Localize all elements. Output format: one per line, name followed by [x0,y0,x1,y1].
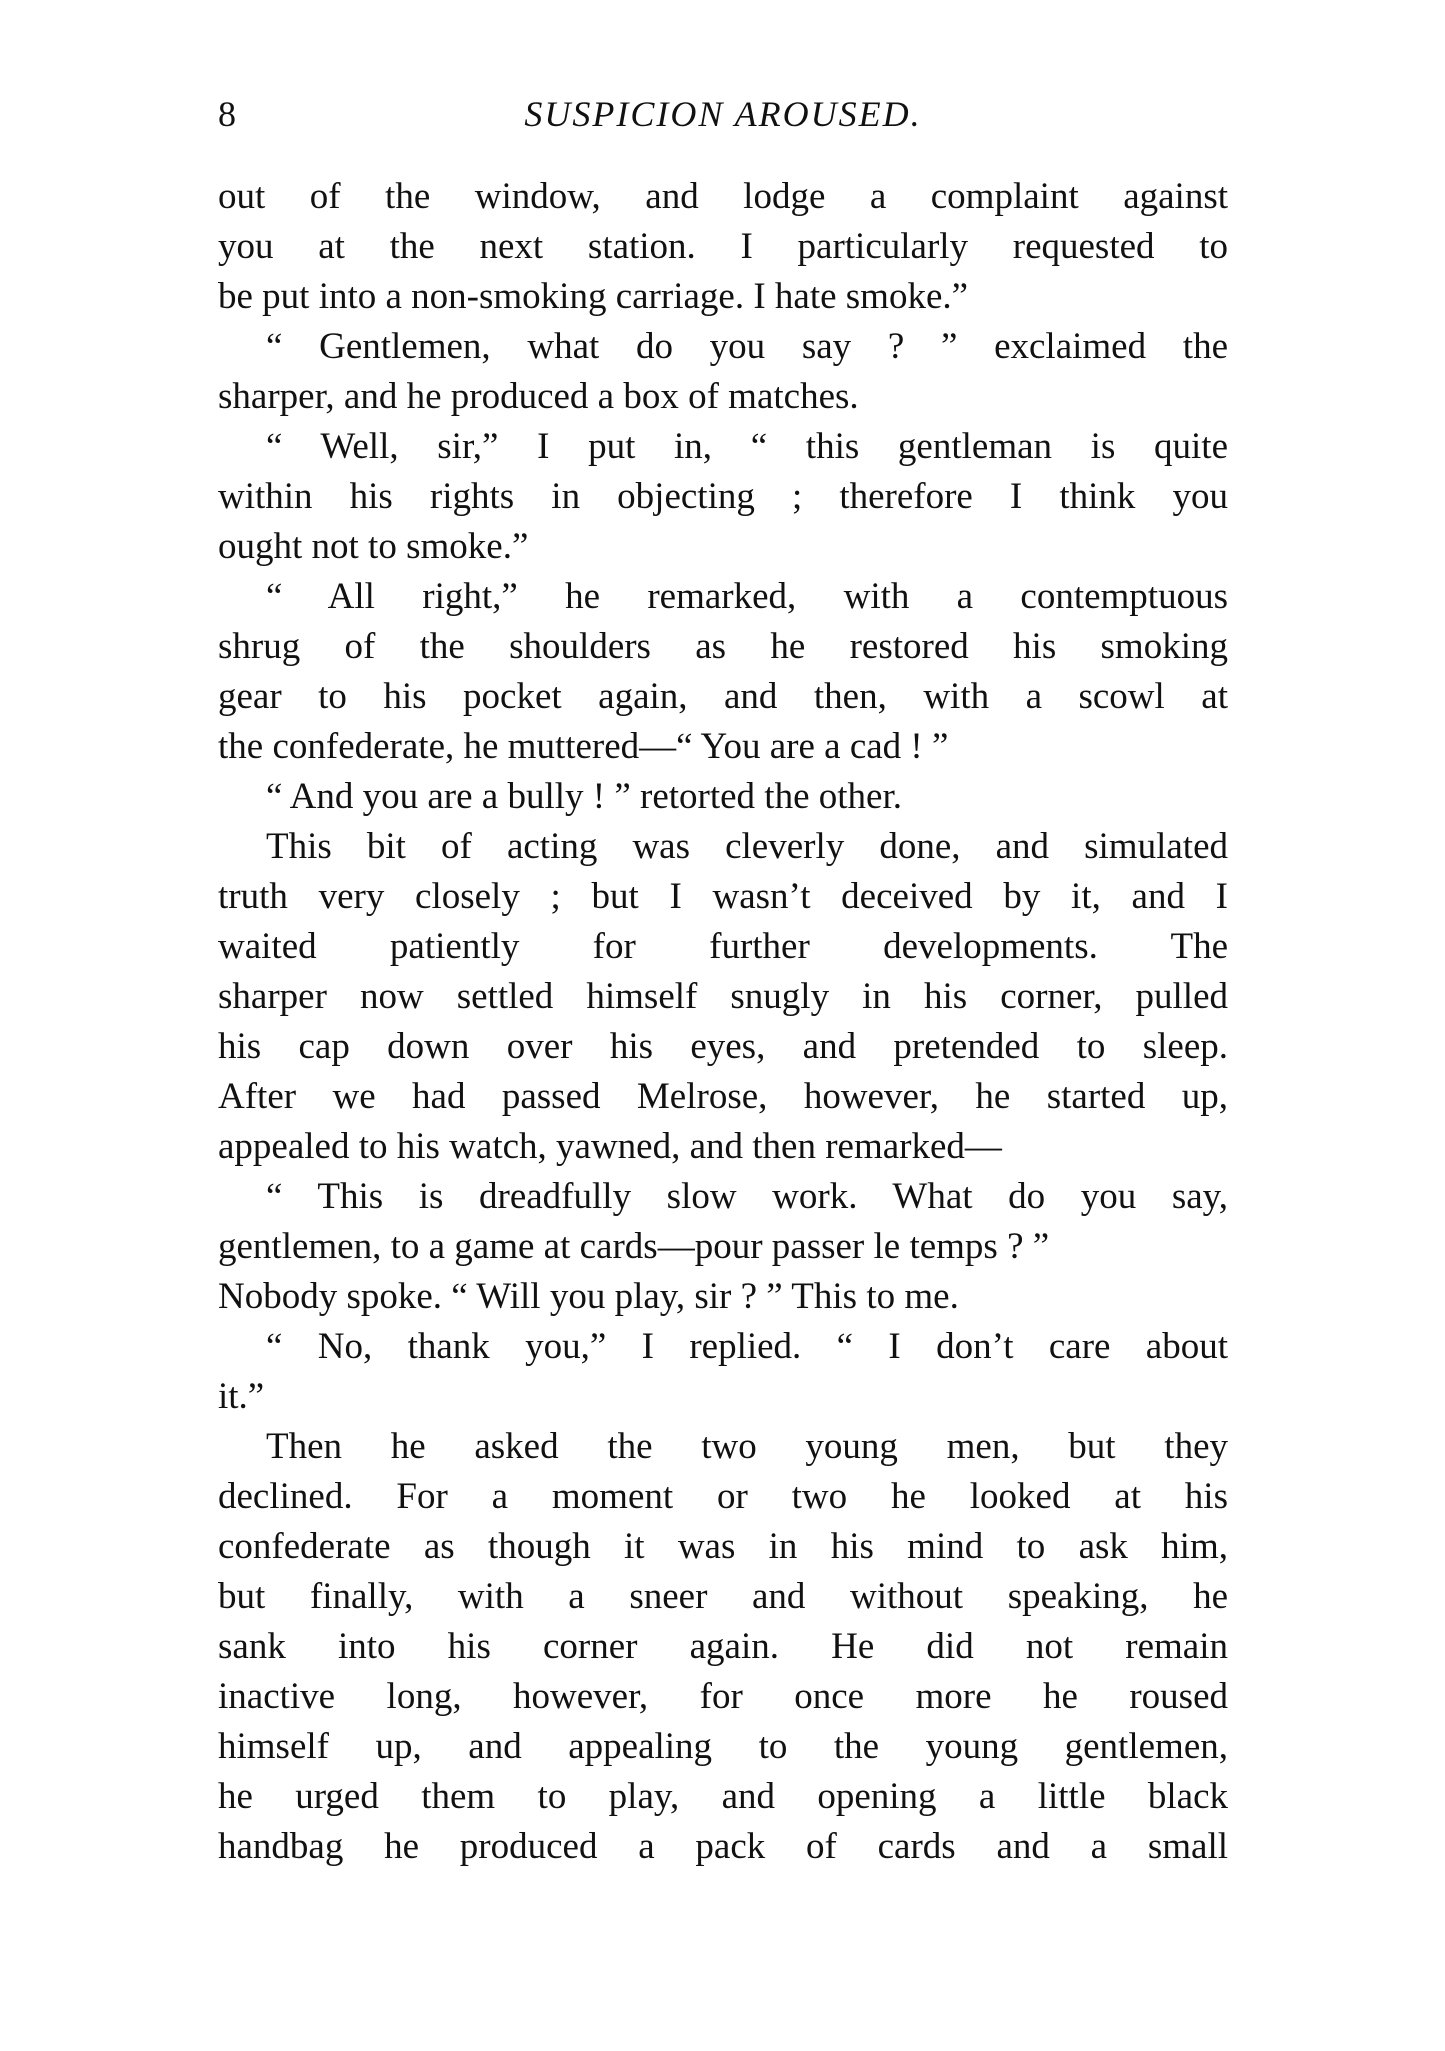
text-line: within his rights in objecting ; therefore I think you [218,476,1228,517]
text-line: gear to his pocket again, and then, with a scowl at [218,676,1228,717]
text-line: you at the next station. I particularly requested to [218,226,1228,267]
text-line: inactive long, however, for once more he roused [218,1676,1228,1717]
text-line: “ And you are a bully ! ” retorted the other. [266,776,902,817]
page-number: 8 [218,94,236,134]
text-line: but finally, with a sneer and without speaking, he [218,1576,1228,1617]
text-line: sharper, and he produced a box of matches. [218,376,859,417]
text-line: “ Gentlemen, what do you say ? ” exclaimed the [266,326,1228,367]
text-line: ought not to smoke.” [218,526,529,567]
text-line: himself up, and appealing to the young gentlemen, [218,1726,1228,1767]
page-header [218,92,1228,142]
text-line: it.” [218,1376,265,1417]
body-text [218,172,1228,1872]
text-line: his cap down over his eyes, and pretended to sleep. [218,1026,1228,1067]
text-line: shrug of the shoulders as he restored his smoking [218,626,1228,667]
text-line: This bit of acting was cleverly done, and simulated [266,826,1228,867]
running-head: SUSPICION AROUSED. [524,94,922,134]
text-line: appealed to his watch, yawned, and then remarked— [218,1126,1002,1167]
text-line: waited patiently for further developments. The [218,926,1228,967]
text-line: handbag he produced a pack of cards and a small [218,1826,1228,1867]
text-line: declined. For a moment or two he looked at his [218,1476,1228,1517]
text-line: be put into a non-smoking carriage. I hate smoke.” [218,276,969,317]
text-line: “ This is dreadfully slow work. What do you say, [266,1176,1228,1217]
text-line: sharper now settled himself snugly in his corner, pulled [218,976,1228,1017]
text-line: Then he asked the two young men, but they [266,1426,1228,1467]
text-line: Nobody spoke. “ Will you play, sir ? ” This to me. [218,1276,959,1317]
text-line: “ All right,” he remarked, with a contemptuous [266,576,1228,617]
text-line: “ No, thank you,” I replied. “ I don’t care about [266,1326,1228,1367]
text-line: “ Well, sir,” I put in, “ this gentleman is quite [266,426,1228,467]
text-line: sank into his corner again. He did not remain [218,1626,1228,1667]
text-line: out of the window, and lodge a complaint against [218,176,1228,217]
text-line: the confederate, he muttered—“ You are a cad ! ” [218,726,949,767]
text-line: gentlemen, to a game at cards—pour passer le temps ? ” [218,1226,1050,1267]
text-line: truth very closely ; but I wasn’t deceived by it, and I [218,876,1228,917]
text-line: he urged them to play, and opening a little black [218,1776,1228,1817]
text-line: confederate as though it was in his mind to ask him, [218,1526,1228,1567]
text-line: After we had passed Melrose, however, he started up, [218,1076,1228,1117]
